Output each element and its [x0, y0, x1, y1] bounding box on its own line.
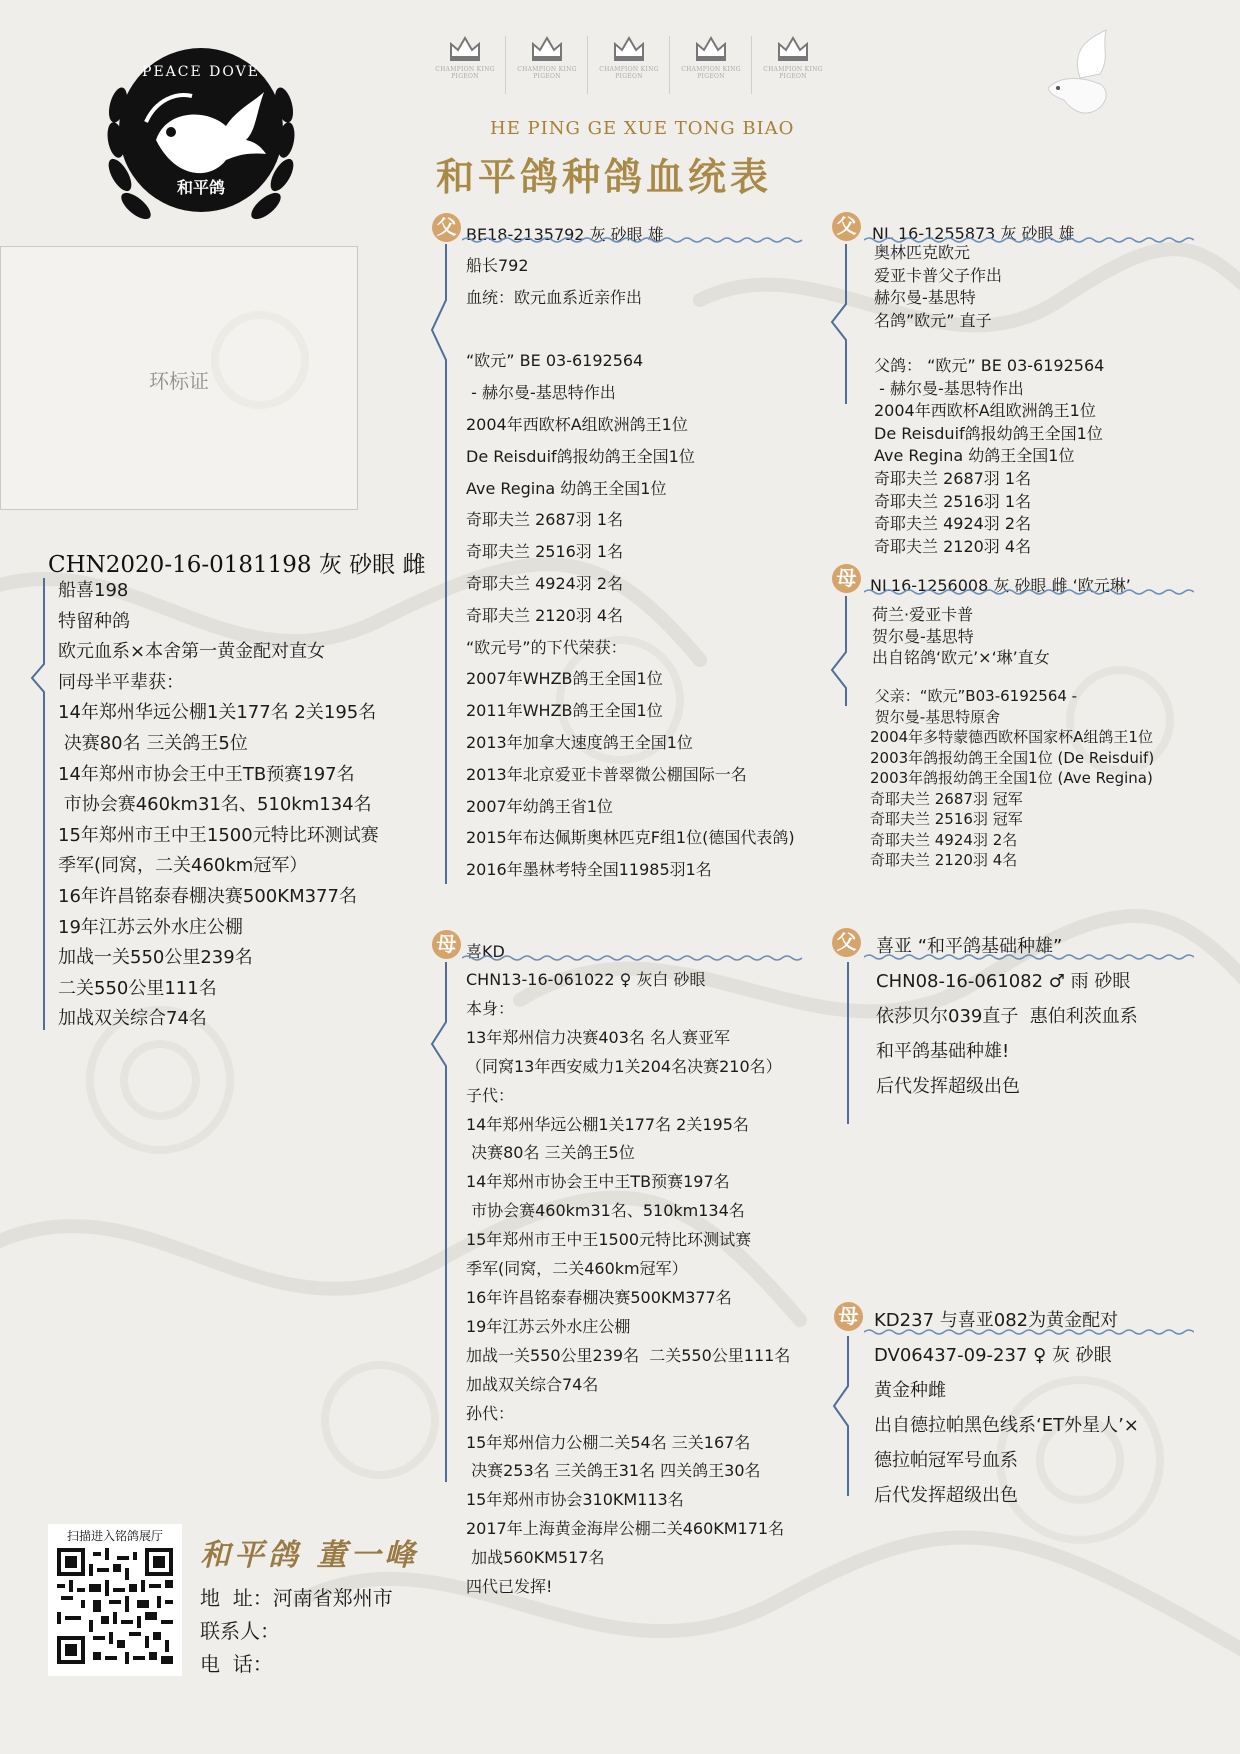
dam-line: 加战一关550公里239名 二关550公里111名: [466, 1345, 791, 1365]
dam-line: 19年江苏云外水庄公棚: [466, 1316, 631, 1336]
sire-line: Ave Regina 幼鸽王全国1位: [466, 478, 667, 498]
dam-line: 加战560KM517名: [466, 1548, 605, 1568]
dam-line: 15年郑州市协会310KM113名: [466, 1490, 684, 1510]
subject-lines: [58, 576, 379, 1035]
sire-dam-line: 奇耶夫兰 4924羽 2名: [870, 830, 1018, 849]
page-title: 和平鸽种鸽血统表: [436, 154, 773, 199]
crown-2: [512, 30, 582, 80]
dam-line: 决赛80名 三关鸽王5位: [466, 1143, 635, 1163]
sire-dam-line: 奇耶夫兰 2120羽 4名: [870, 851, 1018, 869]
sire-line: 血统：欧元血系近亲作出: [466, 287, 643, 307]
subject-title: CHN2020-16-0181198 灰 砂眼 雌: [48, 552, 426, 578]
crown-label: CHAMPION KING PIGEON: [517, 66, 577, 80]
dam-line: 2017年上海黄金海岸公棚二关460KM171名: [466, 1519, 785, 1539]
dam-line: 四代已发挥!: [466, 1577, 553, 1597]
sire-sire-line: - 赫尔曼-基思特作出: [874, 378, 1024, 398]
dam-dam-line: 黄金种雌: [874, 1380, 946, 1401]
dam-sire-badge: 父: [832, 928, 861, 957]
dam-sire-line: 和平鸽基础种雄!: [876, 1041, 1010, 1062]
sire-line: 2016年墨林考特全国11985羽1名: [466, 860, 712, 880]
sire-line: “欧元” BE 03-6192564: [466, 351, 644, 371]
sire-line: “欧元号”的下代荣获：: [466, 637, 627, 657]
sire-dam-line: 父亲：“欧元”B03-6192564 -: [870, 687, 1078, 705]
dam-line: 季军(同窝，二关460km冠军）: [466, 1259, 688, 1279]
sire-line: [466, 314, 795, 346]
subject-line: 加战一关550公里239名: [58, 947, 253, 969]
subject-line: 季军(同窝，二关460km冠军）: [58, 855, 308, 877]
sire-line: 船长792: [466, 256, 529, 275]
address-line: 地 址：河南省郑州市: [200, 1586, 393, 1610]
sire-dam-line: 奇耶夫兰 2516羽 冠军: [870, 810, 1023, 828]
sire-sire-line: Ave Regina 幼鸽王全国1位: [874, 446, 1075, 466]
sire-line: 2015年布达佩斯奥林匹克F组1位(德国代表鸽): [466, 828, 795, 848]
crown-icon: [448, 34, 482, 64]
subject-line: 市协会赛460km31名、510km134名: [58, 794, 372, 816]
wave-underline: [864, 953, 1194, 961]
subject-line: 同母半平辈获：: [58, 671, 184, 693]
ring-certificate-label: 环标证: [149, 369, 209, 393]
sire-line: 奇耶夫兰 2120羽 4名: [466, 605, 624, 625]
dam-line: 本身：: [466, 998, 515, 1018]
sire-line: 2013年北京爱亚卡普翠微公棚国际一名: [466, 764, 747, 784]
sire-dam-bracket: [828, 596, 852, 706]
divider: [751, 36, 752, 94]
crown-label: CHAMPION KING PIGEON: [435, 66, 495, 80]
contact-info: [200, 1582, 393, 1681]
dam-dam-badge: 母: [834, 1302, 863, 1331]
dam-dam-line: 德拉帕冠军号血系: [874, 1450, 1018, 1471]
wave-underline: [864, 588, 1194, 596]
sire-sire-bracket: [828, 244, 852, 404]
crown-4: [676, 30, 746, 80]
dam-dam-bracket: [830, 1336, 854, 1496]
qr-code-card[interactable]: [48, 1524, 182, 1676]
sire-line: 2004年西欧杯A组欧洲鸽王1位: [466, 414, 688, 434]
dam-dam-line: 出自德拉帕黑色线系‘ET外星人’×: [874, 1415, 1139, 1436]
sire-badge: 父: [432, 213, 461, 242]
sire-sire-line: 奥林匹克欧元: [874, 243, 971, 262]
dam-sire-header: 喜亚 “和平鸽基础种雄”: [876, 936, 1063, 957]
dam-line: 15年郑州信力公棚二关54名 三关167名: [466, 1432, 751, 1452]
sire-line: De Reisduif鸽报幼鸽王全国1位: [466, 446, 695, 466]
subject-line: 14年郑州市协会王中王TB预赛197名: [58, 763, 355, 785]
sire-line: 2011年WHZB鸽王全国1位: [466, 701, 663, 721]
wave-underline: [462, 236, 806, 244]
dam-line: 14年郑州市协会王中王TB预赛197名: [466, 1172, 730, 1192]
qr-label: 扫描进入铭鸽展厅: [66, 1529, 163, 1543]
subject-line: 欧元血系×本舍第一黄金配对直女: [58, 641, 326, 663]
subject-line: 19年江苏云外水庄公棚: [58, 916, 243, 938]
sire-sire-line: 名鸽”欧元” 直子: [874, 310, 992, 330]
subject-line: 船喜198: [58, 580, 129, 601]
crown-3: [594, 30, 664, 80]
dam-dam-line: DV06437-09-237 ♀ 灰 砂眼: [874, 1345, 1112, 1366]
sire-dam-line: 出自铭鸽‘欧元’×‘琳’直女: [872, 648, 1050, 668]
sire-sire-lines: [874, 242, 1104, 558]
subject-bracket: [30, 578, 54, 1030]
crown-5: [758, 30, 828, 80]
subject-line: 16年许昌铭泰春棚决赛500KM377名: [58, 885, 357, 907]
dam-line: 孙代：: [466, 1403, 515, 1423]
subject-line: 决赛80名 三关鸽王5位: [58, 732, 248, 754]
crown-icon: [612, 34, 646, 64]
sire-sire-badge: 父: [832, 212, 861, 241]
sire-sire-line: 2004年西欧杯A组欧洲鸽王1位: [874, 401, 1096, 421]
crown-row: [430, 30, 840, 100]
sire-dam-header: NL16-1256008 灰 砂眼 雌 ‘欧元琳’: [870, 576, 1131, 595]
phone-line: 电 话：: [200, 1652, 273, 1676]
dam-dam-header: KD237 与喜亚082为黄金配对: [874, 1310, 1119, 1331]
contact-person-line: 联系人：: [200, 1619, 280, 1643]
sire-line: 2007年WHZB鸽王全国1位: [466, 669, 663, 689]
sire-sire-line: 赫尔曼-基思特: [874, 288, 976, 308]
qr-code-icon: [57, 1548, 173, 1664]
sire-sire-line: [874, 332, 1104, 355]
sire-lines: [466, 250, 795, 886]
logo-text-center: 和平鸽: [176, 178, 225, 197]
logo: [96, 30, 306, 240]
divider: [505, 36, 506, 94]
subject-line: 15年郑州市王中王1500元特比环测试赛: [58, 824, 379, 846]
wave-underline: [462, 954, 806, 962]
dam-line: 16年许昌铭泰春棚决赛500KM377名: [466, 1287, 732, 1307]
sire-sire-line: De Reisduif鸽报幼鸽王全国1位: [874, 423, 1103, 443]
sire-line: 奇耶夫兰 4924羽 2名: [466, 573, 624, 593]
sire-dam-line: 奇耶夫兰 2687羽 冠军: [870, 789, 1023, 808]
sire-dam-lines-b: [870, 686, 1154, 871]
dam-badge: 母: [432, 930, 461, 959]
sire-dam-line: 2004年多特蒙德西欧杯国家杯A组鸽王1位: [870, 728, 1153, 746]
sire-sire-line: 奇耶夫兰 2687羽 1名: [874, 468, 1032, 488]
sire-dam-line: 贺尔曼-基思特: [872, 626, 974, 646]
crown-icon: [776, 34, 810, 64]
sire-sire-line: 爱亚卡普父子作出: [874, 265, 1003, 285]
dam-line: 15年郑州市王中王1500元特比环测试赛: [466, 1230, 752, 1250]
sire-header: BE18-2135792 灰 砂眼 雄: [466, 225, 664, 244]
divider: [587, 36, 588, 94]
sire-bracket: [428, 244, 452, 884]
dam-line: 市协会赛460km31名、510km134名: [466, 1201, 745, 1221]
subject-line: 二关550公里111名: [58, 977, 217, 999]
dam-sire-line: 依莎贝尔039直子 惠伯利茨血系: [876, 1006, 1138, 1027]
sire-sire-line: 奇耶夫兰 2516羽 1名: [874, 491, 1032, 511]
logo-text-top: PEACE DOVE: [142, 64, 260, 80]
dam-line: 13年郑州信力决赛403名 名人赛亚军: [466, 1027, 730, 1047]
sire-line: 奇耶夫兰 2687羽 1名: [466, 510, 624, 530]
dam-sire-bracket: [840, 962, 850, 1124]
sire-dam-line: 2003年鸽报幼鸽王全国1位 (Ave Regina): [870, 769, 1153, 787]
sire-line: 2013年加拿大速度鸽王全国1位: [466, 732, 693, 752]
sire-sire-header: NL 16-1255873 灰 砂眼 雄: [872, 224, 1075, 243]
dam-dam-line: 后代发挥超级出色: [874, 1485, 1018, 1506]
dam-line: 决赛253名 三关鸽王31名 四关鸽王30名: [466, 1461, 761, 1481]
sire-dam-line: 荷兰·爱亚卡普: [872, 605, 974, 624]
wave-underline: [864, 1328, 1194, 1336]
sire-line: 2007年幼鸽王省1位: [466, 796, 613, 816]
sire-dam-line: 2003年鸽报幼鸽王全国1位 (De Reisduif): [870, 748, 1155, 767]
dam-bracket: [428, 962, 452, 1482]
crown-label: CHAMPION KING PIGEON: [681, 66, 741, 80]
breeder-signature: 和平鸽 董一峰: [200, 1538, 419, 1573]
sire-dam-badge: 母: [832, 564, 861, 593]
dam-sire-line: 后代发挥超级出色: [876, 1076, 1020, 1097]
sire-line: 奇耶夫兰 2516羽 1名: [466, 542, 624, 562]
dam-line: （同窝13年西安威力1关204名决赛210名）: [466, 1056, 782, 1076]
crown-icon: [530, 34, 564, 64]
subject-line: 14年郑州华远公棚1关177名 2关195名: [58, 702, 377, 724]
title-pinyin: HE PING GE XUE TONG BIAO: [490, 118, 795, 139]
crown-icon: [694, 34, 728, 64]
subject-line: 加战双关综合74名: [58, 1008, 207, 1030]
subject-line: 特留种鸽: [58, 610, 130, 632]
divider: [669, 36, 670, 94]
crown-1: [430, 30, 500, 80]
dam-dam-lines: [874, 1338, 1139, 1513]
sire-sire-line: 奇耶夫兰 2120羽 4名: [874, 536, 1032, 556]
dove-icon: [1040, 28, 1126, 122]
sire-dam-lines-a: [872, 604, 1050, 669]
dam-line: CHN13-16-061022 ♀ 灰白 砂眼: [466, 970, 706, 989]
dam-sire-line: CHN08-16-061082 ♂ 雨 砂眼: [876, 971, 1131, 992]
dam-header: 喜KD: [466, 942, 505, 961]
dam-lines: [466, 966, 790, 1602]
dam-line: 14年郑州华远公棚1关177名 2关195名: [466, 1114, 749, 1134]
sire-sire-line: 父鸽： “欧元” BE 03-6192564: [874, 355, 1105, 375]
dam-line: 加战双关综合74名: [466, 1374, 599, 1394]
dam-line: 子代：: [466, 1085, 515, 1105]
sire-sire-line: 奇耶夫兰 4924羽 2名: [874, 514, 1032, 534]
crown-label: CHAMPION KING PIGEON: [599, 66, 659, 80]
sire-line: - 赫尔曼-基思特作出: [466, 383, 616, 403]
ring-certificate-box: [0, 246, 358, 510]
dam-sire-lines: [876, 964, 1138, 1104]
crown-label: CHAMPION KING PIGEON: [763, 66, 823, 80]
sire-dam-line: 贺尔曼-基思特原舍: [870, 707, 1001, 726]
